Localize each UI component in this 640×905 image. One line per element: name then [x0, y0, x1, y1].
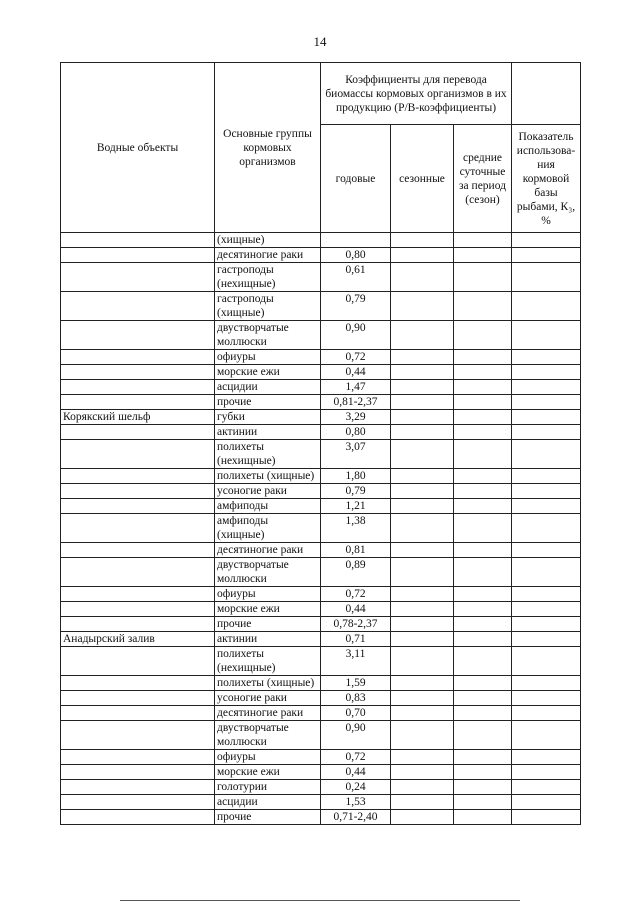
daily-coefficient-cell: [454, 410, 512, 425]
daily-coefficient-cell: [454, 499, 512, 514]
organism-group-cell: морские ежи: [215, 765, 321, 780]
seasonal-coefficient-cell: [391, 233, 454, 248]
water-object-cell: Корякский шельф: [61, 410, 215, 425]
annual-coefficient-cell: 1,53: [321, 795, 391, 810]
usage-index-cell: [512, 750, 581, 765]
seasonal-coefficient-cell: [391, 484, 454, 499]
organism-group-cell: гастроподы (нехищные): [215, 263, 321, 292]
organism-group-cell: амфиподы (хищные): [215, 514, 321, 543]
water-object-cell: [61, 233, 215, 248]
daily-coefficient-cell: [454, 602, 512, 617]
seasonal-coefficient-cell: [391, 602, 454, 617]
page-bottom-rule: [120, 900, 520, 901]
usage-index-cell: [512, 425, 581, 440]
organism-group-cell: усоногие раки: [215, 484, 321, 499]
organism-group-cell: двустворчатые моллюски: [215, 721, 321, 750]
water-object-cell: [61, 380, 215, 395]
daily-coefficient-cell: [454, 632, 512, 647]
water-object-cell: [61, 248, 215, 263]
header-pb-coefficients: Коэффициенты для перевода биомассы кормовых организмов в их продукцию (Р/В-коэффициенты): [321, 63, 512, 125]
usage-index-cell: [512, 543, 581, 558]
coefficients-table: [60, 62, 581, 825]
seasonal-coefficient-cell: [391, 587, 454, 602]
organism-group-cell: (хищные): [215, 233, 321, 248]
daily-coefficient-cell: [454, 440, 512, 469]
organism-group-cell: морские ежи: [215, 602, 321, 617]
daily-coefficient-cell: [454, 395, 512, 410]
daily-coefficient-cell: [454, 292, 512, 321]
usage-index-cell: [512, 647, 581, 676]
seasonal-coefficient-cell: [391, 558, 454, 587]
annual-coefficient-cell: 0,90: [321, 721, 391, 750]
water-object-cell: [61, 617, 215, 632]
annual-coefficient-cell: 0,81-2,37: [321, 395, 391, 410]
table-row: [61, 321, 581, 350]
water-object-cell: [61, 706, 215, 721]
usage-index-cell: [512, 602, 581, 617]
table-row: [61, 469, 581, 484]
usage-index-cell: [512, 617, 581, 632]
daily-coefficient-cell: [454, 795, 512, 810]
usage-index-cell: [512, 765, 581, 780]
table-row: [61, 647, 581, 676]
daily-coefficient-cell: [454, 543, 512, 558]
daily-coefficient-cell: [454, 365, 512, 380]
daily-coefficient-cell: [454, 514, 512, 543]
seasonal-coefficient-cell: [391, 410, 454, 425]
usage-index-cell: [512, 676, 581, 691]
annual-coefficient-cell: 1,47: [321, 380, 391, 395]
daily-coefficient-cell: [454, 263, 512, 292]
organism-group-cell: десятиногие раки: [215, 706, 321, 721]
water-object-cell: [61, 469, 215, 484]
usage-index-cell: [512, 721, 581, 750]
annual-coefficient-cell: 0,71-2,40: [321, 810, 391, 825]
table-row: [61, 410, 581, 425]
table-row: [61, 750, 581, 765]
annual-coefficient-cell: 1,59: [321, 676, 391, 691]
header-water-objects: Водные объекты: [61, 63, 215, 233]
water-object-cell: [61, 750, 215, 765]
usage-index-cell: [512, 691, 581, 706]
daily-coefficient-cell: [454, 706, 512, 721]
usage-index-cell: [512, 484, 581, 499]
annual-coefficient-cell: 0,24: [321, 780, 391, 795]
daily-coefficient-cell: [454, 233, 512, 248]
table-row: [61, 691, 581, 706]
seasonal-coefficient-cell: [391, 750, 454, 765]
header-organism-groups: Основные группы кормовых организмов: [215, 63, 321, 233]
organism-group-cell: двустворчатые моллюски: [215, 321, 321, 350]
seasonal-coefficient-cell: [391, 395, 454, 410]
seasonal-coefficient-cell: [391, 632, 454, 647]
water-object-cell: [61, 514, 215, 543]
table-row: [61, 810, 581, 825]
daily-coefficient-cell: [454, 425, 512, 440]
annual-coefficient-cell: 0,83: [321, 691, 391, 706]
annual-coefficient-cell: 0,71: [321, 632, 391, 647]
water-object-cell: [61, 499, 215, 514]
water-object-cell: [61, 263, 215, 292]
seasonal-coefficient-cell: [391, 647, 454, 676]
annual-coefficient-cell: 0,78-2,37: [321, 617, 391, 632]
water-object-cell: [61, 395, 215, 410]
header-empty-cell: [512, 63, 581, 125]
table-row: [61, 263, 581, 292]
organism-group-cell: амфиподы: [215, 499, 321, 514]
seasonal-coefficient-cell: [391, 691, 454, 706]
organism-group-cell: офиуры: [215, 350, 321, 365]
seasonal-coefficient-cell: [391, 380, 454, 395]
annual-coefficient-cell: 1,21: [321, 499, 391, 514]
usage-index-cell: [512, 263, 581, 292]
seasonal-coefficient-cell: [391, 469, 454, 484]
water-object-cell: [61, 810, 215, 825]
table-row: [61, 543, 581, 558]
water-object-cell: [61, 484, 215, 499]
table-row: [61, 780, 581, 795]
daily-coefficient-cell: [454, 558, 512, 587]
organism-group-cell: голотурии: [215, 780, 321, 795]
daily-coefficient-cell: [454, 721, 512, 750]
annual-coefficient-cell: 3,11: [321, 647, 391, 676]
annual-coefficient-cell: 0,80: [321, 425, 391, 440]
table-row: [61, 440, 581, 469]
seasonal-coefficient-cell: [391, 365, 454, 380]
seasonal-coefficient-cell: [391, 617, 454, 632]
daily-coefficient-cell: [454, 691, 512, 706]
usage-index-cell: [512, 350, 581, 365]
daily-coefficient-cell: [454, 750, 512, 765]
table-row: [61, 499, 581, 514]
seasonal-coefficient-cell: [391, 795, 454, 810]
seasonal-coefficient-cell: [391, 514, 454, 543]
organism-group-cell: полихеты (хищные): [215, 676, 321, 691]
organism-group-cell: прочие: [215, 395, 321, 410]
organism-group-cell: прочие: [215, 810, 321, 825]
water-object-cell: [61, 691, 215, 706]
water-object-cell: [61, 365, 215, 380]
organism-group-cell: офиуры: [215, 587, 321, 602]
daily-coefficient-cell: [454, 380, 512, 395]
usage-index-cell: [512, 795, 581, 810]
table-row: [61, 365, 581, 380]
table-row: [61, 233, 581, 248]
seasonal-coefficient-cell: [391, 765, 454, 780]
water-object-cell: [61, 440, 215, 469]
water-object-cell: [61, 780, 215, 795]
seasonal-coefficient-cell: [391, 292, 454, 321]
organism-group-cell: актинии: [215, 632, 321, 647]
table-row: [61, 395, 581, 410]
table-row: [61, 350, 581, 365]
annual-coefficient-cell: 0,61: [321, 263, 391, 292]
table-body: [61, 233, 581, 825]
table-row: [61, 706, 581, 721]
annual-coefficient-cell: 0,72: [321, 750, 391, 765]
daily-coefficient-cell: [454, 321, 512, 350]
table-row: [61, 558, 581, 587]
water-object-cell: [61, 765, 215, 780]
usage-index-cell: [512, 365, 581, 380]
daily-coefficient-cell: [454, 676, 512, 691]
daily-coefficient-cell: [454, 765, 512, 780]
page-number: 14: [313, 34, 327, 49]
seasonal-coefficient-cell: [391, 706, 454, 721]
table-row: [61, 676, 581, 691]
usage-index-cell: [512, 558, 581, 587]
daily-coefficient-cell: [454, 484, 512, 499]
daily-coefficient-cell: [454, 617, 512, 632]
water-object-cell: [61, 676, 215, 691]
annual-coefficient-cell: 3,07: [321, 440, 391, 469]
usage-index-cell: [512, 248, 581, 263]
annual-coefficient-cell: 0,72: [321, 587, 391, 602]
annual-coefficient-cell: 1,80: [321, 469, 391, 484]
organism-group-cell: морские ежи: [215, 365, 321, 380]
daily-coefficient-cell: [454, 780, 512, 795]
water-object-cell: [61, 587, 215, 602]
annual-coefficient-cell: 0,44: [321, 365, 391, 380]
annual-coefficient-cell: 0,80: [321, 248, 391, 263]
seasonal-coefficient-cell: [391, 321, 454, 350]
water-object-cell: [61, 647, 215, 676]
usage-index-cell: [512, 440, 581, 469]
annual-coefficient-cell: 0,79: [321, 484, 391, 499]
organism-group-cell: прочие: [215, 617, 321, 632]
usage-index-cell: [512, 410, 581, 425]
organism-group-cell: десятиногие раки: [215, 248, 321, 263]
table-row: [61, 795, 581, 810]
table-row: [61, 484, 581, 499]
annual-coefficient-cell: 0,90: [321, 321, 391, 350]
table-row: [61, 765, 581, 780]
table-row: [61, 514, 581, 543]
water-object-cell: [61, 350, 215, 365]
table-row: [61, 632, 581, 647]
organism-group-cell: полихеты (хищные): [215, 469, 321, 484]
organism-group-cell: асцидии: [215, 380, 321, 395]
header-annual: годовые: [321, 125, 391, 233]
annual-coefficient-cell: 0,79: [321, 292, 391, 321]
header-usage-index: Показатель использова-ния кормовой базы рыбами, К₃, %: [512, 125, 581, 233]
table-row: [61, 721, 581, 750]
usage-index-cell: [512, 780, 581, 795]
organism-group-cell: усоногие раки: [215, 691, 321, 706]
usage-index-cell: [512, 321, 581, 350]
header-seasonal: сезонные: [391, 125, 454, 233]
seasonal-coefficient-cell: [391, 248, 454, 263]
seasonal-coefficient-cell: [391, 425, 454, 440]
usage-index-cell: [512, 632, 581, 647]
organism-group-cell: десятиногие раки: [215, 543, 321, 558]
annual-coefficient-cell: 3,29: [321, 410, 391, 425]
annual-coefficient-cell: 0,70: [321, 706, 391, 721]
daily-coefficient-cell: [454, 248, 512, 263]
organism-group-cell: офиуры: [215, 750, 321, 765]
annual-coefficient-cell: 0,72: [321, 350, 391, 365]
annual-coefficient-cell: 0,44: [321, 602, 391, 617]
table-row: [61, 425, 581, 440]
water-object-cell: [61, 721, 215, 750]
table-row: [61, 248, 581, 263]
annual-coefficient-cell: 0,81: [321, 543, 391, 558]
table-row: [61, 292, 581, 321]
organism-group-cell: асцидии: [215, 795, 321, 810]
daily-coefficient-cell: [454, 350, 512, 365]
usage-index-cell: [512, 469, 581, 484]
annual-coefficient-cell: 0,89: [321, 558, 391, 587]
organism-group-cell: актинии: [215, 425, 321, 440]
organism-group-cell: полихеты (нехищные): [215, 647, 321, 676]
water-object-cell: Анадырский залив: [61, 632, 215, 647]
water-object-cell: [61, 543, 215, 558]
annual-coefficient-cell: [321, 233, 391, 248]
daily-coefficient-cell: [454, 647, 512, 676]
daily-coefficient-cell: [454, 469, 512, 484]
water-object-cell: [61, 425, 215, 440]
organism-group-cell: гастроподы (хищные): [215, 292, 321, 321]
table-header: [61, 63, 581, 233]
usage-index-cell: [512, 514, 581, 543]
usage-index-cell: [512, 380, 581, 395]
seasonal-coefficient-cell: [391, 543, 454, 558]
table-row: [61, 602, 581, 617]
table-row: [61, 380, 581, 395]
header-daily: средние суточные за период (сезон): [454, 125, 512, 233]
water-object-cell: [61, 558, 215, 587]
seasonal-coefficient-cell: [391, 721, 454, 750]
seasonal-coefficient-cell: [391, 810, 454, 825]
water-object-cell: [61, 292, 215, 321]
usage-index-cell: [512, 587, 581, 602]
annual-coefficient-cell: 1,38: [321, 514, 391, 543]
seasonal-coefficient-cell: [391, 676, 454, 691]
usage-index-cell: [512, 233, 581, 248]
seasonal-coefficient-cell: [391, 350, 454, 365]
seasonal-coefficient-cell: [391, 440, 454, 469]
water-object-cell: [61, 602, 215, 617]
daily-coefficient-cell: [454, 587, 512, 602]
seasonal-coefficient-cell: [391, 780, 454, 795]
water-object-cell: [61, 795, 215, 810]
water-object-cell: [61, 321, 215, 350]
annual-coefficient-cell: 0,44: [321, 765, 391, 780]
organism-group-cell: губки: [215, 410, 321, 425]
table-row: [61, 587, 581, 602]
usage-index-cell: [512, 395, 581, 410]
organism-group-cell: полихеты (нехищные): [215, 440, 321, 469]
seasonal-coefficient-cell: [391, 499, 454, 514]
usage-index-cell: [512, 499, 581, 514]
usage-index-cell: [512, 292, 581, 321]
seasonal-coefficient-cell: [391, 263, 454, 292]
usage-index-cell: [512, 706, 581, 721]
daily-coefficient-cell: [454, 810, 512, 825]
table-row: [61, 617, 581, 632]
usage-index-cell: [512, 810, 581, 825]
organism-group-cell: двустворчатые моллюски: [215, 558, 321, 587]
